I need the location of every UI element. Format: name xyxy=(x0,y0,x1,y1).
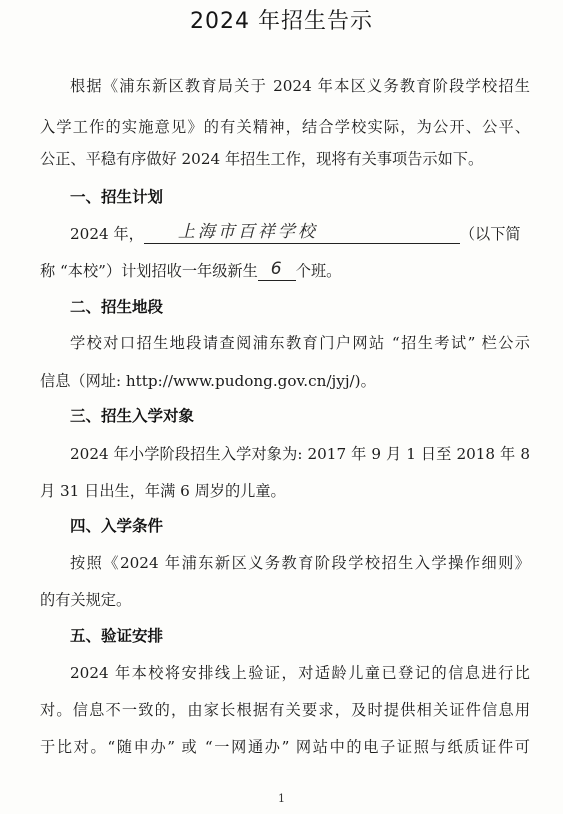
page-title: 2024 年招生告示 xyxy=(190,9,373,34)
plan-line-2 xyxy=(40,260,530,281)
section-heading-verify: 五、验证安排 xyxy=(70,627,164,645)
target-line-1: 2024 年小学阶段招生入学对象为: 2017 年 9 月 1 日至 2018 年 8 xyxy=(70,445,530,463)
target-line-2: 月 31 日出生，年满 6 周岁的儿童。 xyxy=(40,482,286,500)
intro-line-1: 根据《浦东新区教育局关于 2024 年本区义务教育阶段学校招生 xyxy=(70,77,530,95)
area-line-1: 学校对口招生地段请查阅浦东教育门户网站 “招生考试” 栏公示 xyxy=(70,334,530,352)
class-count-handwritten: 6 xyxy=(270,259,285,279)
verify-line-1: 2024 年本校将安排线上验证，对适龄儿童已登记的信息进行比 xyxy=(70,664,530,682)
area-line-2: 信息（网址: http://www.pudong.gov.cn/jyj/)。 xyxy=(40,372,376,390)
page-number: 1 xyxy=(278,792,285,805)
section-heading-target: 三、招生入学对象 xyxy=(70,407,195,425)
verify-line-3: 于比对。“随申办” 或 “一网通办” 网站中的电子证照与纸质证件可 xyxy=(40,738,530,756)
section-heading-area: 二、招生地段 xyxy=(70,298,164,316)
section-heading-conditions: 四、入学条件 xyxy=(70,517,164,535)
school-name-blank xyxy=(144,223,460,244)
section-heading-plan: 一、招生计划 xyxy=(70,188,164,206)
plan-suffix: （以下简 xyxy=(459,225,521,243)
plan-prefix: 2024 年， xyxy=(70,225,144,243)
intro-line-2: 入学工作的实施意见》的有关精神，结合学校实际，为公开、公平、 xyxy=(40,118,530,136)
plan-line2-prefix: 称 “本校”）计划招收一年级新生 xyxy=(40,262,258,280)
school-name-handwritten: 上海市百祥学校 xyxy=(177,222,318,242)
conditions-line-2: 的有关规定。 xyxy=(40,591,132,609)
class-count-blank xyxy=(258,260,296,281)
verify-line-2: 对。信息不一致的，由家长根据有关要求，及时提供相关证件信息用 xyxy=(40,701,530,719)
plan-line2-suffix: 个班。 xyxy=(295,262,342,280)
conditions-line-1: 按照《2024 年浦东新区义务教育阶段学校招生入学操作细则》 xyxy=(70,554,530,572)
intro-line-3: 公正、平稳有序做好 2024 年招生工作，现将有关事项告示如下。 xyxy=(40,150,484,168)
plan-line-1 xyxy=(70,223,530,244)
